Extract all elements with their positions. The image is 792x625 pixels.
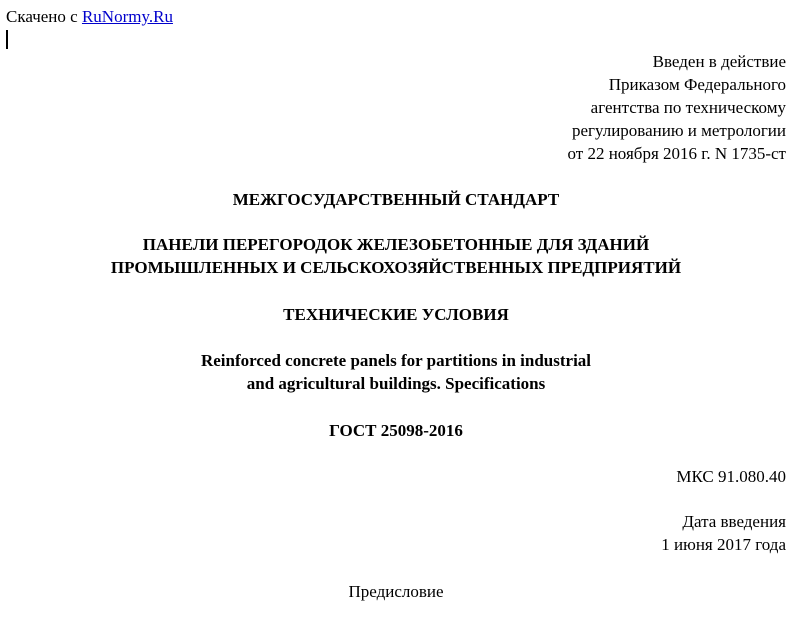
approval-line: регулированию и метрологии [571,121,786,140]
approval-line: от 22 ноября 2016 г. N 1735-ст [567,144,786,163]
source-prefix: Скачено с [6,7,82,26]
source-link[interactable]: RuNormy.Ru [81,7,173,26]
approval-line: агентства по техническому [590,98,786,117]
standard-code: ГОСТ 25098-2016 [329,421,463,440]
document-title [0,233,792,279]
english-title-line: and agricultural buildings. Specifications [246,374,546,393]
approval-line: Введен в действие [652,52,786,71]
title-line: ПРОМЫШЛЕННЫХ И СЕЛЬСКОХОЗЯЙСТВЕННЫХ ПРЕДПРИЯТИЙ [110,258,682,277]
source-line [6,5,173,28]
section-heading: Предисловие [348,582,444,601]
mks-code: МКС 91.080.40 [676,467,786,486]
english-title-line: Reinforced concrete panels for partitions in industrial [200,351,592,370]
title-line: ПАНЕЛИ ПЕРЕГОРОДОК ЖЕЛЕЗОБЕТОННЫЕ ДЛЯ ЗДАНИЙ [142,235,650,254]
effective-date-block [661,510,786,556]
english-title [0,349,792,395]
effective-date-label: Дата введения [682,512,786,531]
approval-line: Приказом Федерального [608,75,786,94]
standard-type: МЕЖГОСУДАРСТВЕННЫЙ СТАНДАРТ [232,190,560,209]
effective-date-value: 1 июня 2017 года [661,535,786,554]
document-subtitle: ТЕХНИЧЕСКИЕ УСЛОВИЯ [283,305,509,324]
approval-block [568,50,787,165]
text-cursor [6,30,8,49]
